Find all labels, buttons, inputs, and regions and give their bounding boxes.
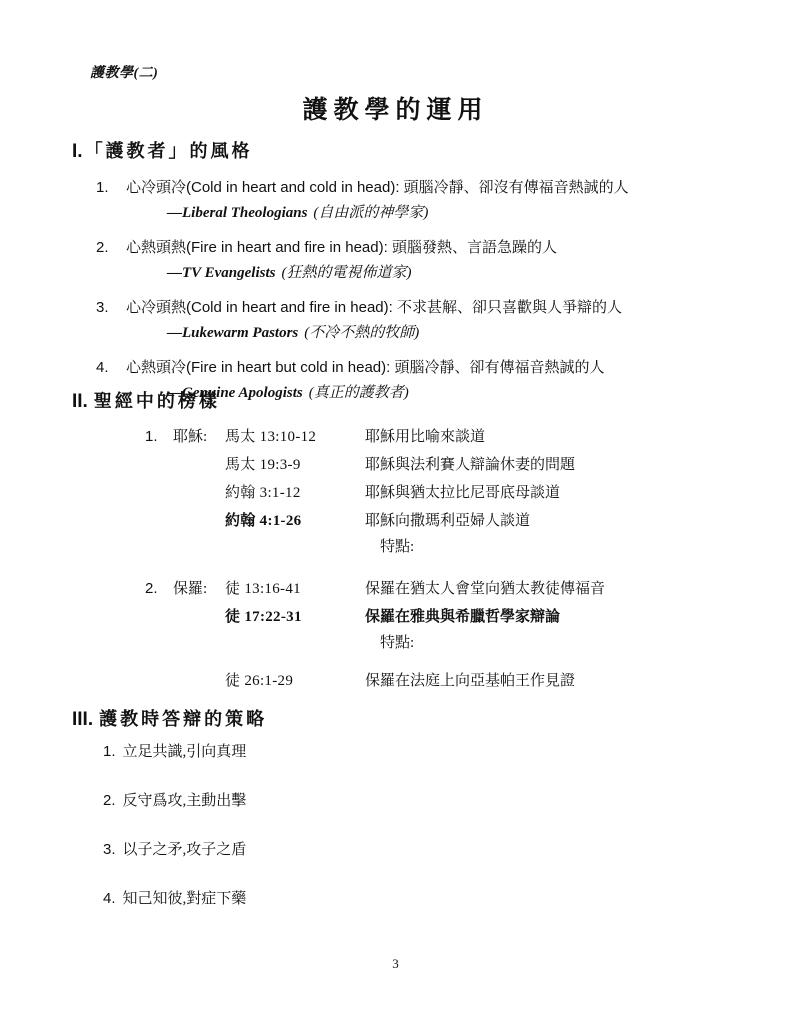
- item-number: 2.: [96, 239, 109, 256]
- scripture-desc: 保羅在猶太人會堂向猶太教徒傳福音: [365, 581, 606, 597]
- item-zh-lead: 心冷頭冷: [126, 180, 187, 196]
- section-3-numeral: III.: [72, 709, 94, 730]
- page-number: 3: [392, 956, 399, 971]
- strategy-item: [103, 788, 761, 814]
- item-number: 1.: [103, 743, 116, 760]
- item-number: 1.: [96, 179, 109, 196]
- scripture-ref: 馬太 19:3-9: [225, 457, 301, 473]
- item-zh-lead: 心熱頭熱: [126, 240, 187, 256]
- section-3-title: 護教時答辯的策略: [99, 709, 268, 729]
- section-2-title: 聖經中的榜樣: [93, 391, 220, 411]
- scripture-desc: 耶穌用比喻來談道: [365, 429, 486, 445]
- section-1-heading: [72, 138, 761, 165]
- scripture-ref: 徒 13:16-41: [225, 581, 301, 597]
- item-label-en: —Lukewarm Pastors: [167, 325, 299, 341]
- item-en-paren: (Fire in heart but cold in head):: [186, 359, 395, 376]
- item-zh-desc: 頭腦發熱、言語急躁的人: [391, 240, 557, 256]
- group-name: 耶穌:: [173, 429, 208, 445]
- item-zh-lead: 心冷頭熱: [126, 300, 187, 316]
- section-biblical-examples: [72, 388, 761, 695]
- item-zh-desc: 頭腦冷靜、卻有傳福音熱誠的人: [394, 360, 605, 376]
- section-apologist-styles: [72, 138, 761, 415]
- item-number: 4.: [103, 890, 116, 907]
- scripture-row: [145, 507, 761, 535]
- scripture-ref: 約翰 4:1-26: [225, 513, 302, 529]
- scripture-desc: 耶穌與猶太拉比尼哥底母談道: [365, 485, 561, 501]
- scripture-ref: 徒 26:1-29: [225, 673, 294, 689]
- item-label-zh: (自由派的神學家): [313, 205, 429, 221]
- example-group-jesus: [72, 423, 761, 559]
- section-2-numeral: II.: [72, 391, 88, 412]
- note-label: 特點:: [380, 539, 415, 555]
- scripture-row: [145, 575, 761, 603]
- strategy-item: [103, 886, 761, 912]
- strategy-text: 反守爲攻,主動出擊: [122, 793, 247, 809]
- scripture-desc: 保羅在雅典與希臘哲學家辯論: [365, 609, 561, 625]
- item-number: 3.: [103, 841, 116, 858]
- scripture-desc: 耶穌向撒瑪利亞婦人談道: [365, 513, 531, 529]
- item-label-zh: (真正的護教者): [308, 385, 409, 401]
- item-en-paren: (Cold in heart and fire in head):: [186, 299, 397, 316]
- strategy-text: 知己知彼,對症下藥: [122, 891, 247, 907]
- list-item: [72, 295, 761, 346]
- item-en-paren: (Cold in heart and cold in head):: [186, 179, 404, 196]
- item-label-en: —Genuine Apologists: [167, 385, 303, 401]
- section-debate-strategies: [72, 706, 761, 935]
- section-3-heading: [72, 706, 761, 733]
- scripture-row: [145, 451, 761, 479]
- page-title: 護教學的運用: [302, 97, 489, 124]
- section-1-numeral: I.: [72, 141, 83, 162]
- section-1-title: 「護教者」的風格: [84, 141, 253, 161]
- item-en-paren: (Fire in heart and fire in head):: [186, 239, 392, 256]
- item-zh-desc: 頭腦冷靜、卻沒有傳福音熱誠的人: [403, 180, 629, 196]
- strategy-item: [103, 837, 761, 863]
- section-2-heading: [72, 388, 761, 415]
- scripture-row: [145, 423, 761, 451]
- item-label-en: —TV Evangelists: [167, 265, 276, 281]
- scripture-desc: 耶穌與法利賽人辯論休妻的問題: [365, 457, 576, 473]
- note-line: [145, 535, 761, 559]
- header-note: 護教學(二): [90, 66, 159, 81]
- item-zh-desc: 不求甚解、卻只喜歡與人爭辯的人: [396, 300, 622, 316]
- list-item: [72, 175, 761, 226]
- item-number: 4.: [96, 359, 109, 376]
- item-number: 2.: [103, 792, 116, 809]
- scripture-row: [145, 479, 761, 507]
- group-number: 1.: [145, 428, 158, 445]
- scripture-ref: 約翰 3:1-12: [225, 485, 301, 501]
- group-number: 2.: [145, 580, 158, 597]
- scripture-ref: 徒 17:22-31: [225, 609, 302, 625]
- scripture-desc: 保羅在法庭上向亞基帕王作見證: [365, 673, 576, 689]
- group-name: 保羅:: [173, 581, 208, 597]
- scripture-row: [145, 667, 761, 695]
- item-number: 3.: [96, 299, 109, 316]
- strategy-text: 立足共識,引向真理: [122, 744, 247, 760]
- example-group-paul: [72, 575, 761, 695]
- strategy-text: 以子之矛,攻子之盾: [122, 842, 247, 858]
- item-zh-lead: 心熱頭冷: [126, 360, 187, 376]
- scripture-ref: 馬太 13:10-12: [225, 429, 317, 445]
- note-label: 特點:: [380, 635, 415, 651]
- note-line: [145, 631, 761, 655]
- item-label-zh: (不冷不熱的牧師): [304, 325, 420, 341]
- scripture-row: [145, 603, 761, 631]
- item-label-zh: (狂熱的電視佈道家): [281, 265, 412, 281]
- strategy-item: [103, 739, 761, 765]
- list-item: [72, 235, 761, 286]
- item-label-en: —Liberal Theologians: [167, 205, 308, 221]
